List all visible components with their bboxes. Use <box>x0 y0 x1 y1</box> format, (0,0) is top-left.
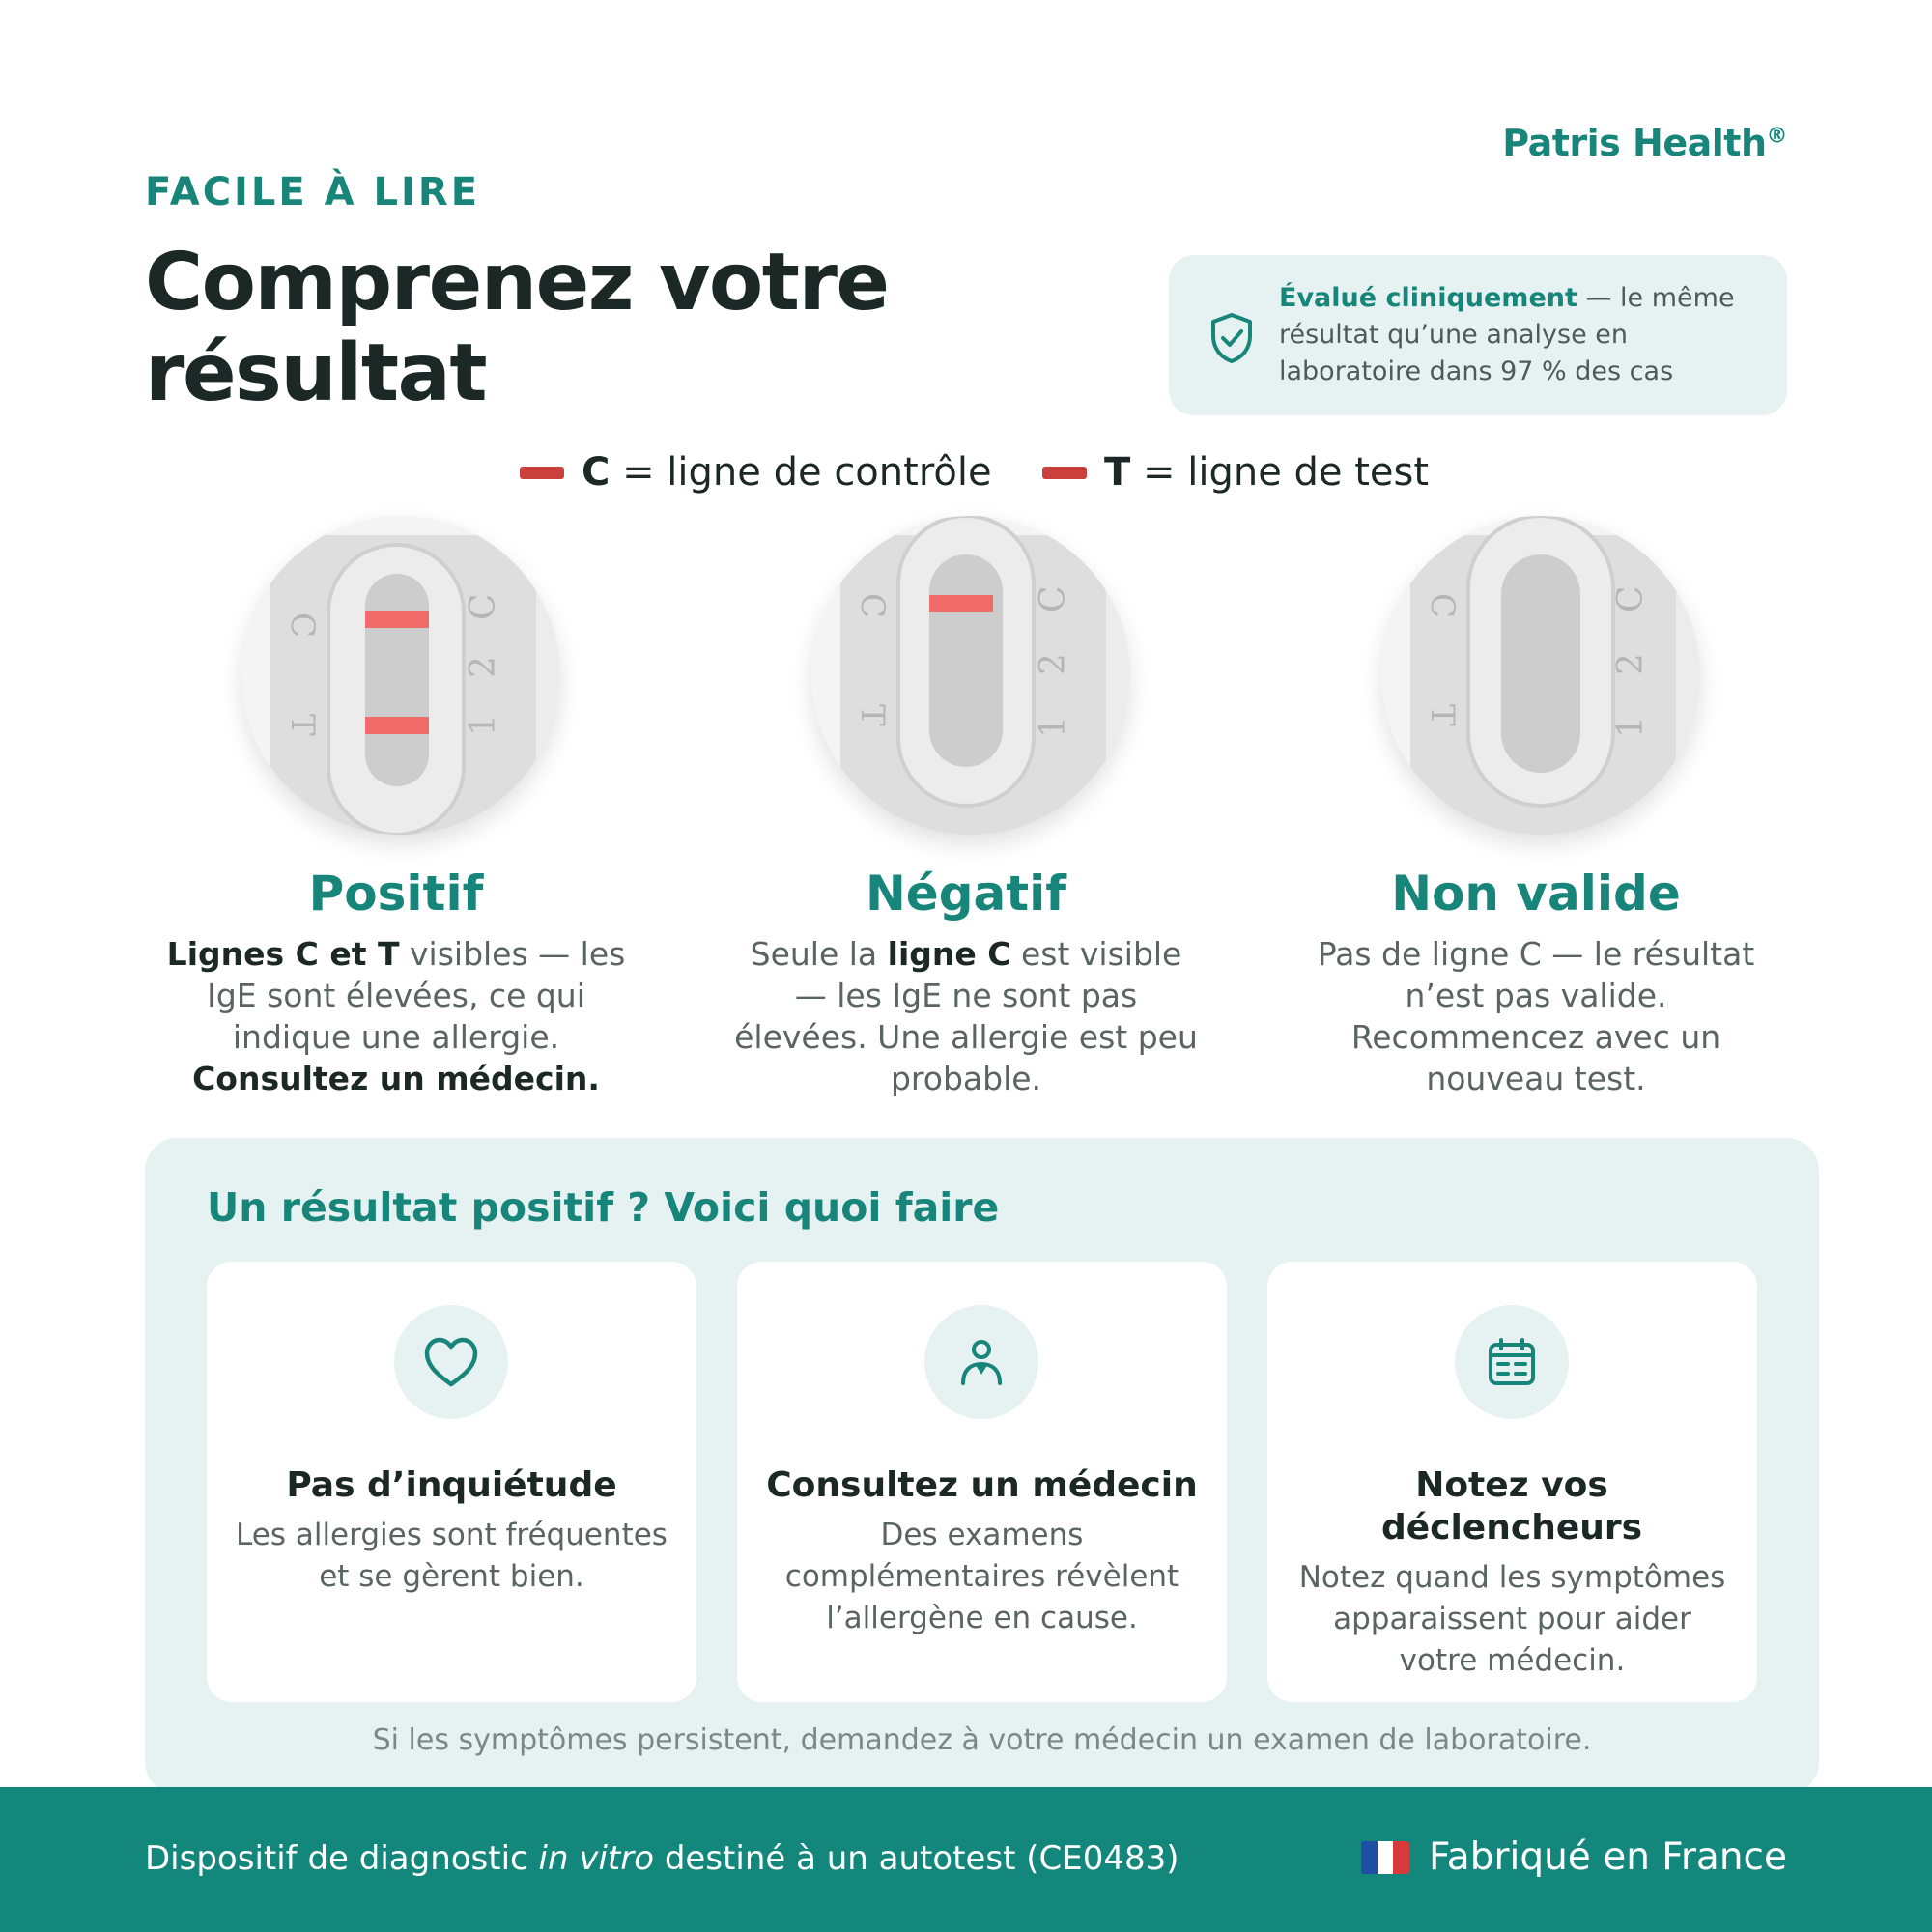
test-line <box>365 717 429 734</box>
svg-text:C: C <box>464 593 503 620</box>
clinical-claim-box <box>1169 255 1787 415</box>
result-positive-title: Positif <box>308 866 484 922</box>
eyebrow-label: FACILE À LIRE <box>145 170 481 214</box>
result-negative-title: Négatif <box>865 866 1067 922</box>
footer-made-in: Fabriqué en France <box>1361 1835 1787 1879</box>
test-strip-invalid-image <box>1381 516 1700 835</box>
heart-icon <box>394 1305 508 1419</box>
result-invalid-title: Non valide <box>1391 866 1681 922</box>
svg-text:C: C <box>1423 593 1462 619</box>
next-steps-panel <box>145 1138 1819 1795</box>
result-negative-text: Seule la ligne C est visible — les IgE ne sont pas élevées. Une allergie est peu probable. <box>734 935 1198 1097</box>
svg-text:1: 1 <box>1611 716 1651 738</box>
svg-text:C: C <box>1034 585 1073 612</box>
page-title <box>145 238 889 419</box>
page-title-line-1: Comprenez votre <box>145 237 889 328</box>
card-no-worry <box>207 1262 696 1702</box>
card-track-triggers-title: Notez vos déclencheurs <box>1380 1465 1643 1548</box>
next-steps-title: Un résultat positif ? Voici quoi faire <box>207 1184 1000 1231</box>
svg-text:T: T <box>1423 704 1462 726</box>
control-line <box>365 611 429 628</box>
result-negative <box>715 516 1217 1115</box>
card-see-doctor <box>737 1262 1227 1702</box>
french-flag-icon <box>1361 1841 1409 1874</box>
legend-control-line: C = ligne de contrôle <box>520 450 992 495</box>
card-track-triggers <box>1267 1262 1757 1702</box>
result-invalid <box>1285 516 1787 1115</box>
svg-text:2: 2 <box>1034 653 1073 675</box>
card-see-doctor-text: Des examens complémentaires révèlent l’allergène en cause. <box>784 1518 1179 1635</box>
clinical-claim-text: Évalué cliniquement — le même résultat qu’une analyse en laboratoire dans 97 % des cas <box>1279 283 1735 386</box>
legend-test-line: T = ligne de test <box>1042 450 1429 495</box>
result-invalid-text: Pas de ligne C — le résultat n’est pas valide. Recommencez avec un nouveau test. <box>1317 935 1755 1097</box>
svg-text:T: T <box>283 714 322 736</box>
card-track-triggers-text: Notez quand les symptômes apparaissent pour aider votre médecin. <box>1298 1560 1726 1678</box>
page-title-line-2: résultat <box>145 327 487 419</box>
test-line-swatch <box>1042 467 1087 479</box>
svg-text:1: 1 <box>1034 716 1073 738</box>
test-strip-positive-image <box>242 516 560 835</box>
shield-check-icon <box>1208 311 1256 365</box>
footer-regulatory-text: Dispositif de diagnostic in vitro destiné à un autotest (CE0483) <box>145 1839 1179 1878</box>
svg-text:C: C <box>853 593 892 619</box>
svg-text:T: T <box>853 704 892 726</box>
control-line-swatch <box>520 467 564 479</box>
calendar-icon <box>1455 1305 1569 1419</box>
card-see-doctor-title: Consultez un médecin <box>766 1465 1198 1505</box>
line-legend <box>0 450 1932 498</box>
svg-text:2: 2 <box>1611 653 1651 675</box>
test-strip-negative-image <box>811 516 1130 835</box>
control-line <box>929 595 993 612</box>
brand-logo: Patris Health® <box>1502 122 1787 164</box>
card-no-worry-title: Pas d’inquiétude <box>286 1465 617 1505</box>
panel-footnote: Si les symptômes persistent, demandez à votre médecin un examen de laboratoire. <box>372 1723 1592 1757</box>
result-positive <box>145 516 647 1115</box>
svg-text:2: 2 <box>464 656 503 678</box>
doctor-icon <box>924 1305 1038 1419</box>
svg-text:1: 1 <box>464 714 503 736</box>
card-no-worry-text: Les allergies sont fréquentes et se gèrent bien. <box>236 1518 668 1594</box>
svg-text:C: C <box>283 612 322 639</box>
footer-bar <box>0 1787 1932 1932</box>
svg-text:C: C <box>1611 585 1651 612</box>
result-positive-text: Lignes C et T visibles — les IgE sont élevées, ce qui indique une allergie. Consultez un médecin. <box>166 935 626 1097</box>
